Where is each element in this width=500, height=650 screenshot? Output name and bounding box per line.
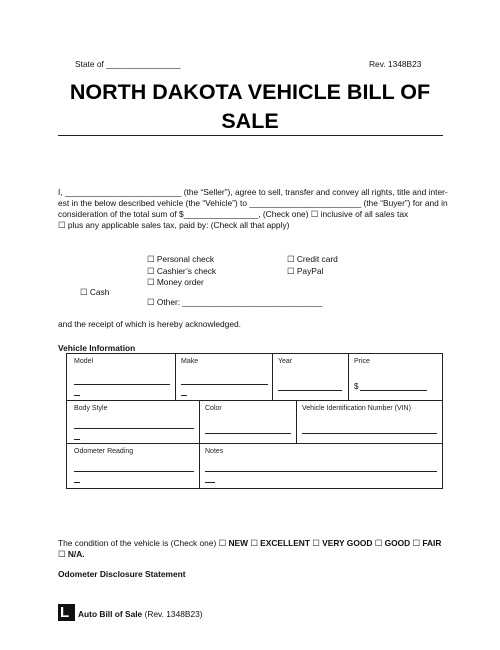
agreement-line-4: ☐ plus any applicable sales tax, paid by: (Check all that apply) — [58, 220, 290, 230]
footer-rev: (Rev. 1348B23) — [142, 609, 203, 619]
checkbox-icon[interactable]: ☐ — [58, 549, 66, 559]
condition-line-2 — [58, 549, 85, 560]
vehicle-info-heading: Vehicle Information — [58, 343, 136, 353]
vin-field[interactable] — [302, 433, 437, 434]
model-field[interactable] — [74, 384, 170, 385]
payment-cash[interactable]: ☐ Cash — [80, 287, 110, 297]
page-title-line2: SALE — [221, 109, 279, 133]
notes-label: Notes — [205, 448, 224, 455]
notes-field-extra — [205, 482, 215, 483]
table-col-divider — [296, 400, 297, 443]
payment-credit-card[interactable]: ☐ Credit card — [287, 254, 338, 264]
checkbox-icon[interactable]: ☐ — [374, 538, 383, 548]
body-style-field-extra — [74, 439, 80, 440]
color-field[interactable] — [205, 433, 291, 434]
payment-money-order[interactable]: ☐ Money order — [147, 277, 204, 287]
payment-paypal[interactable]: ☐ PayPal — [287, 266, 324, 276]
page-title: NORTH DAKOTA VEHICLE BILL OF — [69, 80, 431, 104]
year-field[interactable] — [278, 390, 342, 391]
logo-letter: L — [60, 604, 70, 621]
footer-brand: Auto Bill of Sale — [78, 609, 143, 619]
model-label: Model — [74, 358, 94, 365]
table-col-divider — [199, 400, 200, 443]
payment-personal-check[interactable]: ☐ Personal check — [147, 254, 215, 264]
price-dollar-sign: $ — [354, 382, 359, 391]
payment-other[interactable]: ☐ Other: ______________________________ — [147, 297, 323, 307]
price-field[interactable] — [360, 390, 427, 391]
table-col-divider — [272, 354, 273, 400]
title-divider — [58, 135, 443, 136]
make-field[interactable] — [181, 384, 268, 385]
table-row-divider — [67, 443, 442, 444]
checkbox-icon[interactable]: ☐ — [312, 538, 320, 548]
table-col-divider — [199, 443, 200, 489]
price-label: Price — [354, 358, 370, 365]
make-label: Make — [181, 358, 199, 365]
year-label: Year — [278, 358, 293, 365]
body-style-field[interactable] — [74, 428, 194, 429]
condition-excellent[interactable]: EXCELLENT — [260, 538, 310, 548]
agreement-line-1: I, _________________________ (the “Seller”), agree to sell, transfer and convey all rights, title and inter- — [58, 187, 448, 197]
condition-very-good[interactable]: VERY GOOD — [322, 538, 373, 548]
odometer-field-extra — [74, 482, 80, 483]
vehicle-info-table — [66, 353, 443, 489]
table-row-divider — [67, 400, 442, 401]
condition-good[interactable]: GOOD — [384, 538, 411, 548]
notes-field[interactable] — [205, 471, 437, 472]
odometer-field[interactable] — [74, 471, 194, 472]
footer-text — [78, 609, 203, 620]
body-style-label: Body Style — [74, 405, 108, 412]
color-label: Color — [205, 405, 222, 412]
condition-new[interactable]: NEW — [228, 538, 248, 548]
odometer-disclosure-heading: Odometer Disclosure Statement — [58, 569, 186, 579]
condition-fair[interactable]: FAIR — [422, 538, 442, 548]
logo-icon — [58, 604, 75, 621]
make-field-extra — [181, 395, 187, 396]
checkbox-icon[interactable]: ☐ — [412, 538, 421, 548]
condition-prefix: The condition of the vehicle is (Check one) ☐ — [58, 538, 229, 548]
condition-line — [58, 538, 441, 549]
table-col-divider — [348, 354, 349, 400]
condition-na[interactable]: N/A. — [67, 549, 85, 559]
receipt-acknowledgement: and the receipt of which is hereby acknowledged. — [58, 319, 241, 329]
state-field[interactable]: State of ________________ — [75, 59, 181, 69]
payment-cashiers-check[interactable]: ☐ Cashier’s check — [147, 266, 217, 276]
agreement-line-3: consideration of the total sum of $________________, (Check one) ☐ inclusive of all sales tax — [58, 209, 409, 219]
odometer-label: Odometer Reading — [74, 448, 134, 455]
agreement-line-2: est in the below described vehicle (the “Vehicle”) to ________________________ (the “Buyer”) for and in — [58, 198, 448, 208]
model-field-extra — [74, 395, 80, 396]
table-col-divider — [175, 354, 176, 400]
revision-number: Rev. 1348B23 — [369, 59, 422, 69]
checkbox-icon[interactable]: ☐ — [250, 538, 258, 548]
vin-label: Vehicle Identification Number (VIN) — [302, 405, 411, 412]
